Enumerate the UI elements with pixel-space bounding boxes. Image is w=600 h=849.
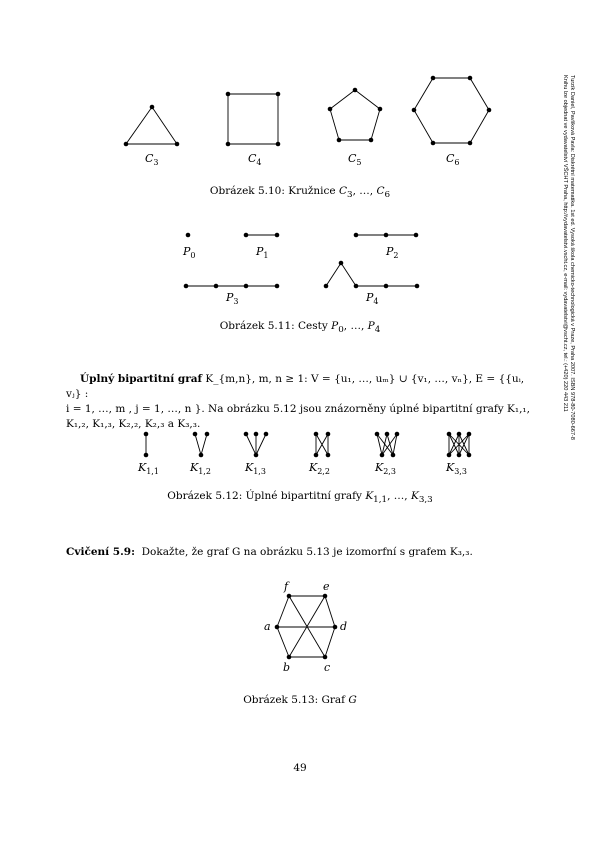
graph-k22 [314,432,331,458]
definition-paragraph [66,372,536,432]
graph-c6 [412,76,492,146]
label-c6: $C_6$ [446,152,460,168]
label-k33: $K_{3,3}$ [446,461,467,477]
label-p2: $P_2$ [386,245,399,261]
graph-p1 [244,233,280,238]
graph-p4 [324,261,420,289]
label-p0: $P_0$ [183,245,196,261]
graph-k11 [144,432,149,458]
graph-c5 [328,88,383,143]
label-p3: $P_3$ [226,291,239,307]
label-k23: $K_{2,3}$ [375,461,396,477]
graph-k12 [193,432,210,458]
definition-line3: K₁,₂, K₁,₃, K₂,₂, K₂,₃ a K₃,₃. [66,418,201,430]
graph-g [275,594,338,660]
exercise-label: Cvičení 5.9: [66,546,135,558]
graph-p2 [354,233,419,238]
graph-c3 [124,105,180,147]
definition-term: Úplný bipartitní graf [80,373,203,385]
graph-p3 [184,284,280,289]
vertex-label-a: a [264,620,271,633]
graph-k23 [375,432,400,458]
label-c5: $C_5$ [348,152,362,168]
vertex-label-c: c [324,661,331,674]
label-k11: $K_{1,1}$ [138,461,159,477]
vertex-label-e: e [323,580,330,593]
vertex-label-b: b [283,661,291,674]
side-citation-line2: Knihu lze objednat ve vydavatelství VŠCHT Praha, http://vydavatelstvi.vscht.cz, e-mail: vydavatelstvi@vscht.cz, tel.: (+420) 220 443 211 [562,75,568,412]
definition-line1: Úplný bipartitní graf K_{m,n}, m, n ≥ 1: V = {u₁, …, uₘ} ∪ {v₁, …, vₙ}, E = {{uᵢ, vⱼ} : [66,373,525,400]
graph-c4 [226,92,281,147]
graph-p0 [186,233,191,238]
exercise-5-9 [66,546,536,558]
label-p1: $P_1$ [256,245,269,261]
label-k13: $K_{1,3}$ [245,461,266,477]
label-k12: $K_{1,2}$ [190,461,211,477]
caption-figure-5-12: Obrázek 5.12: Úplné bipartitní grafy $K_{1,1}$, …, $K_{3,3}$ [167,490,433,506]
definition-line2: i = 1, …, m , j = 1, …, n }. Na obrázku 5.12 jsou znázorněny úplné bipartitní grafy K₁,₁, [66,403,530,415]
graph-k13 [244,432,269,458]
label-p4: $P_4$ [366,291,379,307]
vertex-label-d: d [340,620,348,633]
label-c3: $C_3$ [145,152,159,168]
caption-figure-5-13: Obrázek 5.13: Graf G [243,694,357,706]
page-number: 49 [293,762,307,774]
label-k22: $K_{2,2}$ [309,461,330,477]
caption-figure-5-11: Obrázek 5.11: Cesty $P_0$, …, $P_4$ [219,320,381,336]
exercise-text: Dokažte, že graf G na obrázku 5.13 je izomorfní s grafem K₃,₃. [141,546,473,558]
vertex-label-f: f [284,580,289,593]
side-citation-line1: Turzík Daniel, Pavlíková Pavla: Diskrétní matematika. 1st ed. Vysoká škola chemicko-technologická v Praze, Praha 2007. ISBN 978-80-7080-667-8 [569,75,575,440]
caption-figure-5-10: Obrázek 5.10: Kružnice $C_3$, …, $C_6$ [209,185,391,201]
graph-k33 [447,432,472,458]
label-c4: $C_4$ [248,152,262,168]
